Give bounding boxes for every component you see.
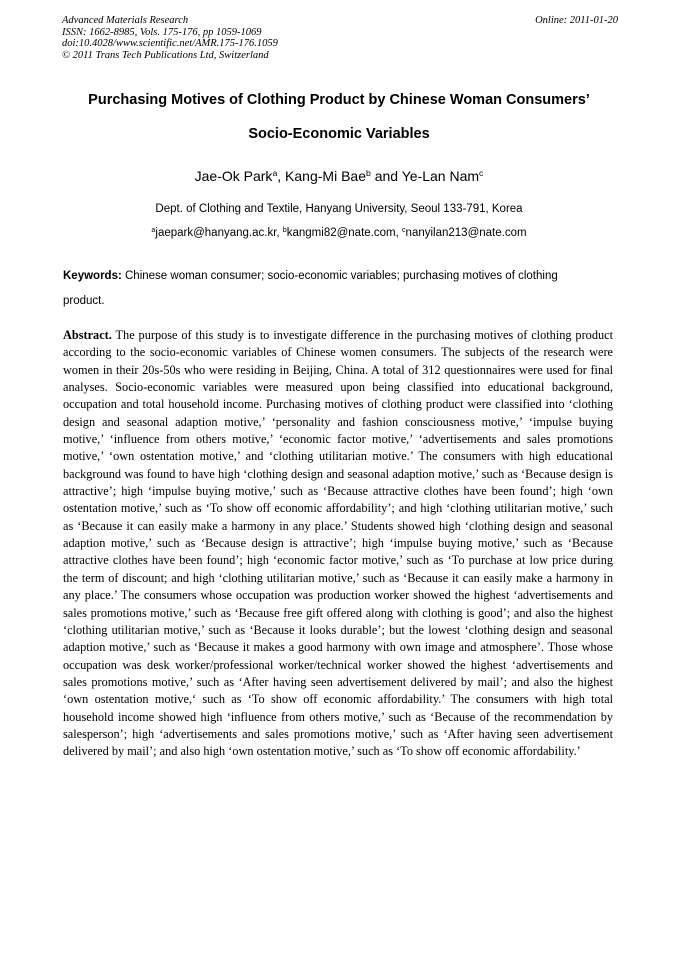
email-separator: , <box>395 227 402 239</box>
author-name: Kang-Mi Bae <box>285 168 366 184</box>
doi-line: doi:10.4028/www.scientific.net/AMR.175-176.1059 <box>62 38 278 49</box>
keywords-label: Keywords: <box>63 270 122 282</box>
email-separator: , <box>276 227 283 239</box>
author-name: Ye-Lan Nam <box>401 168 480 184</box>
issn-line: ISSN: 1662-8985, Vols. 175-176, pp 1059-1069 <box>62 26 262 38</box>
online-date: Online: 2011-01-20 <box>535 15 618 26</box>
email-mark: a <box>151 226 156 235</box>
abstract-label: Abstract. <box>63 328 112 342</box>
abstract-text: The purpose of this study is to investigate difference in the purchasing motives of clothing product according to the socio-economic variables of Chinese women consumers. The subjects of the research were women in their 20s-50s who were residing in Beijing, China. A total of 312 questionnaires were used for final analyses. Socio-economic variables were measured upon being classified into educational background, occupation and total household income. Purchasing motives of clothing product were classified into ‘clothing design and seasonal adaption motive,’ ‘personality and fashion consciousness motive,’ ‘impulse buying motive,’ ‘influence from others motive,’ ‘economic factor motive,’ ‘advertisements and sales promotions motive,’ ‘own ostentation motive,’ and ‘clothing utilitarian motive.’ The consumers with high educational background was found to have high ‘clothing design and seasonal adaption motive,’ such as ‘Because design is attractive’; high ‘impulse buying motive,’ such as ‘Because attractive clothes have been found’; high ‘own ostentation motive,’ such as ‘To show off economic affordability’; and high ‘clothing utilitarian motive,’ such as ‘Because it can easily make a harmony in any place.’ Students showed high ‘clothing design and seasonal adaption motive,’ such as ‘Because design is attractive’; high ‘impulse buying motive,’ such as ‘Because attractive clothes have been found’; high ‘economic factor motive,’ such as ‘To purchase at low price during the term of discount; and high ‘clothing utilitarian motive,’ such as ‘Because it can easily make a harmony in any place.’ The consumers whose occupation was production worker showed the highest ‘advertisements and sales promotions motive,’ such as ‘Because free gift offered along with clothing is good’; and also the highest ‘clothing utilitarian motive,’ such as ‘Because it looks durable’; but the lowest ‘clothing design and seasonal adaption motive,’ such as ‘Because it makes a good harmony with own image and atmosphere’. Those whose occupation was desk worker/professional worker/technical worker showed the highest ‘advertisements and sales promotions motive,’ such as ‘After having seen advertisement delivered by mail’; and also the highest ‘own ostentation motive,‘ such as ‘To show off economic affordability.’ The consumers with high total household income showed high ‘influence from others motive,’ such as ‘Because of the recommendation by salesperson’; high ‘advertisements and sales promotions motive,’ such as ‘After having seen advertisement delivered by mail’; and also high ‘own ostentation motive,’ such as ‘To show off economic affordability.’ <box>63 328 613 759</box>
email-mark: b <box>282 226 287 235</box>
email-address[interactable]: nanyilan213@nate.com <box>405 227 527 239</box>
email-address[interactable]: kangmi82@nate.com <box>286 227 396 239</box>
author-list <box>40 168 638 184</box>
author-affiliation-mark: c <box>479 168 484 179</box>
author-name: Jae-Ok Park <box>194 168 273 184</box>
affiliation: Dept. of Clothing and Textile, Hanyang University, Seoul 133-791, Korea <box>155 203 523 215</box>
paper-title-line-1: Purchasing Motives of Clothing Product by Chinese Woman Consumers’ <box>88 92 590 108</box>
keywords-section <box>63 264 563 314</box>
keywords-text: Chinese woman consumer; socio-economic variables; purchasing motives of clothing product. <box>63 270 558 307</box>
author-affiliation-mark: b <box>365 168 371 179</box>
abstract-section <box>63 327 613 761</box>
journal-header <box>62 15 618 61</box>
paper-title-line-2: Socio-Economic Variables <box>248 126 430 142</box>
journal-name: Advanced Materials Research <box>62 15 189 26</box>
author-affiliation-mark: a <box>272 168 278 179</box>
email-list <box>40 227 638 239</box>
author-separator: , <box>277 168 286 184</box>
email-mark: c <box>401 226 406 235</box>
email-address[interactable]: jaepark@hanyang.ac.kr <box>155 227 277 239</box>
copyright-line: © 2011 Trans Tech Publications Ltd, Switzerland <box>62 49 269 61</box>
author-separator: and <box>370 168 402 184</box>
